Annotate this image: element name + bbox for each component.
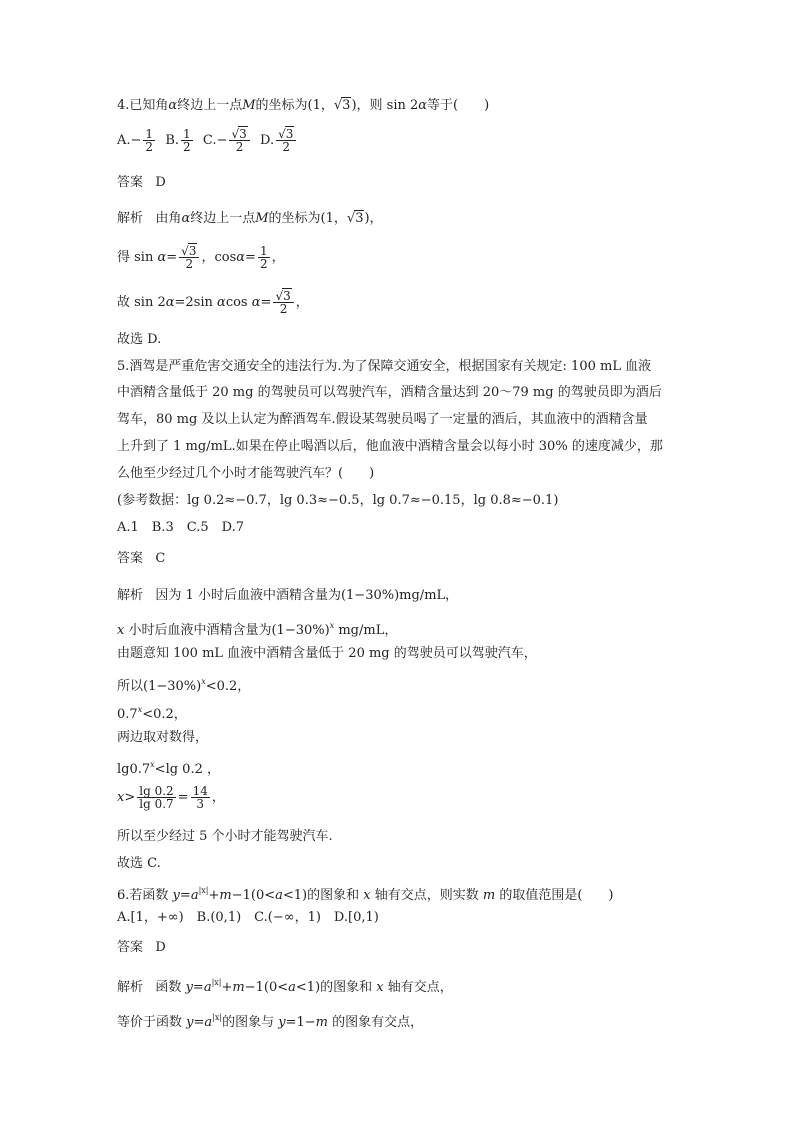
q6-solution-line-1: 解析 函数 $y=a^{|x|}+m-1(0<a<1)$的图象和 x 轴有交点，: [117, 978, 453, 995]
q5-solution-line-10: 故选 C.: [117, 856, 161, 871]
q5-solution-line-6: 两边取对数得，: [117, 730, 209, 745]
q5-stem-line-5: 么他至少经过几个小时才能驾驶汽车？( ): [117, 466, 375, 481]
q5-solution-line-7: $\lg 0.7^x<\lg$ 0.2 ，: [117, 760, 220, 777]
q5-solution-line-8: x> $\frac{\lg 0.2}{\lg 0.7}$ = $\frac{14}{3}$ ，: [117, 784, 225, 811]
q6-options: A.[1，+∞) B.(0,1) C.(−∞，1) D.[0,1): [117, 910, 379, 925]
q5-solution-line-3: 由题意知 100 mL 血液中酒精含量低于 20 mg 的驾驶员可以驾驶汽车，: [117, 646, 537, 661]
q5-stem-line-4: 上升到了 1 mg/mL.如果在停止喝酒以后，他血液中酒精含量会以每小时 30% 的速度减少，那: [117, 439, 663, 454]
q6-solution-line-2: 等价于函数 $y=a^{|x|}$的图象与 y=1−m 的图象有交点，: [117, 1013, 424, 1030]
q5-stem-line-2: 中酒精含量低于 20 mg 的驾驶员可以驾驶汽车，酒精含量达到 20～79 mg 的驾驶员即为酒后: [117, 385, 662, 400]
q4-solution-line-2: 得 sin α= $\frac{√3}{2}$ ，cosα= $\frac{1}{2}$ ，: [117, 244, 285, 271]
q5-solution-line-1: 解析 因为 1 小时后血液中酒精含量为(1−30%)mg/mL，: [117, 588, 459, 603]
q5-solution-line-5: $0.7^x<0.2$，: [117, 705, 187, 722]
q5-reference-data: (参考数据：lg 0.2≈−0.7，lg 0.3≈−0.5，lg 0.7≈−0.15，lg 0.8≈−0.1): [117, 493, 559, 508]
q6-stem: 6.若函数 $y=a^{|x|}+m-1(0<a<1)$的图象和 x 轴有交点，则实数 m 的取值范围是( ): [117, 886, 614, 903]
q4-solution-line-4: 故选 D.: [117, 332, 162, 347]
q5-stem-line-3: 驾车，80 mg 及以上认定为醉酒驾车.假设某驾驶员喝了一定量的酒后，其血液中的酒精含量: [117, 412, 648, 427]
q4-solution-line-1: 解析 由角α终边上一点M的坐标为(1，√3)，: [117, 211, 383, 226]
q4-stem: 4.已知角α终边上一点M的坐标为(1，√3)，则 sin 2α等于( ): [117, 98, 490, 113]
q4-answer: 答案 D: [117, 175, 166, 190]
q5-solution-line-9: 所以至少经过 5 个小时才能驾驶汽车.: [117, 829, 333, 844]
q5-solution-line-4: 所以$(1-30\%)^x<0.2$，: [117, 677, 251, 694]
q5-answer: 答案 C: [117, 551, 166, 566]
q4-solution-line-3: 故 sin 2α=2sin αcos α= $\frac{√3}{2}$ ，: [117, 289, 309, 316]
q5-options: A.1 B.3 C.5 D.7: [117, 520, 244, 535]
q5-solution-line-2: x 小时后血液中酒精含量为$(1-30\%)^x$ mg/mL，: [117, 621, 398, 638]
q4-options: A.− $\frac{1}{2}$ B. $\frac{1}{2}$ C.− $\frac{√3}{2}$ D. $\frac{√3}{2}$: [117, 126, 298, 156]
q5-stem-line-1: 5.酒驾是严重危害交通安全的违法行为.为了保障交通安全，根据国家有关规定: 100 mL 血液: [117, 359, 652, 374]
q6-answer: 答案 D: [117, 940, 166, 955]
